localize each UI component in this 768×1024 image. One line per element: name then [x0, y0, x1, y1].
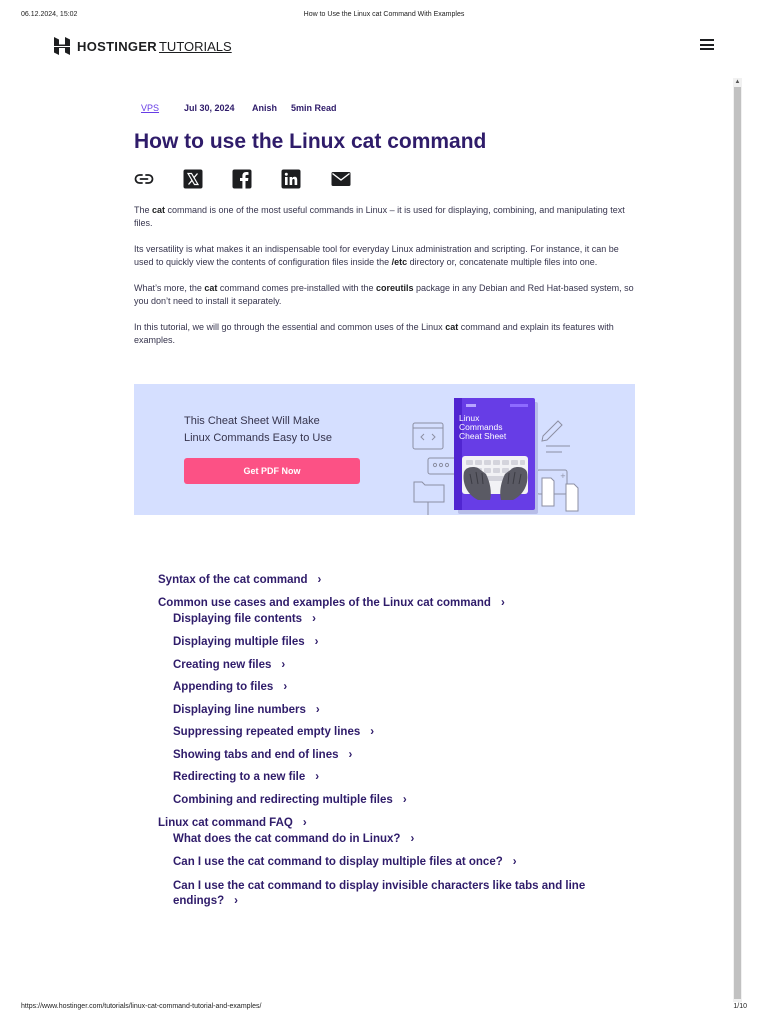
toc-item-redirecting-new-file[interactable]: Redirecting to a new file › [173, 771, 320, 783]
chevron-right-icon: › [402, 794, 407, 806]
toc-item-creating-new-files[interactable]: Creating new files › [173, 659, 286, 671]
link-icon[interactable] [134, 169, 154, 189]
share-bar [134, 169, 364, 191]
cheat-sheet-illustration [406, 394, 586, 515]
chevron-right-icon: › [315, 771, 320, 783]
svg-text:+: + [560, 472, 566, 480]
logo-brand-text: HOSTINGER [77, 38, 157, 54]
chevron-right-icon: › [370, 726, 375, 738]
toc-item-showing-tabs[interactable]: Showing tabs and end of lines › [173, 749, 353, 761]
chevron-right-icon: › [410, 833, 415, 845]
site-logo[interactable] [53, 37, 232, 55]
linkedin-icon[interactable] [281, 169, 301, 189]
chevron-right-icon: › [302, 817, 307, 829]
toc-item-syntax[interactable]: Syntax of the cat command › [158, 574, 322, 586]
facebook-icon[interactable] [232, 169, 252, 189]
toc-item-suppressing-empty-lines[interactable]: Suppressing repeated empty lines › [173, 726, 375, 738]
chevron-right-icon: › [500, 597, 505, 609]
paragraph-versatility: Its versatility is what makes it an indispensable tool for everyday Linux administration and scripting. For instance, it can be used to quickly view the contents of configuration files inside the /etc directory or, concatenate multiple files into one. [134, 244, 619, 267]
scrollbar-thumb[interactable] [734, 87, 741, 999]
chevron-right-icon: › [281, 659, 286, 671]
toc-item-faq-multiple-files[interactable]: Can I use the cat command to display multiple files at once? › [173, 856, 517, 868]
print-datetime: 06.12.2024, 15:02 [21, 11, 78, 18]
toc-item-faq-invisible-chars[interactable]: Can I use the cat command to display invisible characters like tabs and line endings? › [173, 880, 586, 907]
paragraph-preinstalled: What’s more, the cat command comes pre-installed with the coreutils package in any Debian and Red Hat-based system, so you don’t need to install it separately. [134, 283, 634, 306]
chevron-right-icon: › [317, 574, 322, 586]
chevron-right-icon: › [312, 613, 316, 625]
site-header [0, 33, 768, 61]
chevron-right-icon: › [283, 681, 288, 693]
toc-item-faq[interactable]: Linux cat command FAQ › [158, 817, 307, 829]
print-url: https://www.hostinger.com/tutorials/linux-cat-command-tutorial-and-examples/ [21, 1003, 262, 1010]
chevron-right-icon: › [348, 749, 353, 761]
read-time: 5min Read [291, 103, 337, 113]
scroll-up-arrow-icon[interactable]: ▲ [734, 79, 741, 85]
hamburger-menu-icon[interactable] [700, 39, 714, 51]
publish-date: Jul 30, 2024 [184, 103, 235, 113]
book-title-line3: Cheat Sheet [459, 431, 507, 441]
toc-item-displaying-multiple-files[interactable]: Displaying multiple files › [173, 636, 319, 648]
cheat-sheet-banner[interactable] [134, 384, 635, 515]
email-icon[interactable] [331, 169, 351, 189]
chevron-right-icon: › [315, 704, 320, 716]
category-link[interactable]: VPS [141, 103, 160, 113]
toc-item-displaying-line-numbers[interactable]: Displaying line numbers › [173, 704, 320, 716]
chevron-right-icon: › [234, 895, 238, 907]
print-page-number: 1/10 [733, 1003, 747, 1010]
toc-item-use-cases[interactable]: Common use cases and examples of the Linux cat command › [158, 597, 505, 609]
chevron-right-icon: › [512, 856, 517, 868]
toc-item-combining-redirecting[interactable]: Combining and redirecting multiple files › [173, 794, 407, 806]
hostinger-logo-icon [53, 37, 71, 55]
scrollbar[interactable] [733, 78, 742, 1002]
print-doc-title: How to Use the Linux cat Command With Examples [303, 11, 465, 18]
toc-item-faq-what-does[interactable]: What does the cat command do in Linux? › [173, 833, 415, 845]
article-body [134, 204, 634, 360]
get-pdf-button[interactable]: Get PDF Now [184, 458, 360, 484]
logo-tutorials-text: TUTORIALS [158, 38, 232, 54]
author-name[interactable]: Anish [252, 103, 278, 113]
banner-text: This Cheat Sheet Will Make Linux Commands Easy to Use [184, 415, 332, 444]
x-icon[interactable] [183, 169, 203, 189]
toc-item-displaying-file-contents[interactable]: Displaying file contents › [173, 613, 316, 625]
book-title-line2: Commands [459, 422, 503, 432]
toc-item-appending-to-files[interactable]: Appending to files › [173, 681, 288, 693]
chevron-right-icon: › [314, 636, 319, 648]
paragraph-tutorial: In this tutorial, we will go through the essential and common uses of the Linux cat command and explain its features with examples. [134, 322, 614, 345]
book-title-line1: Linux [459, 413, 480, 423]
page-title: How to use the Linux cat command [134, 130, 487, 153]
paragraph-intro: The cat command is one of the most useful commands in Linux – it is used for displaying, combining, and manipulating text files. [134, 205, 625, 228]
